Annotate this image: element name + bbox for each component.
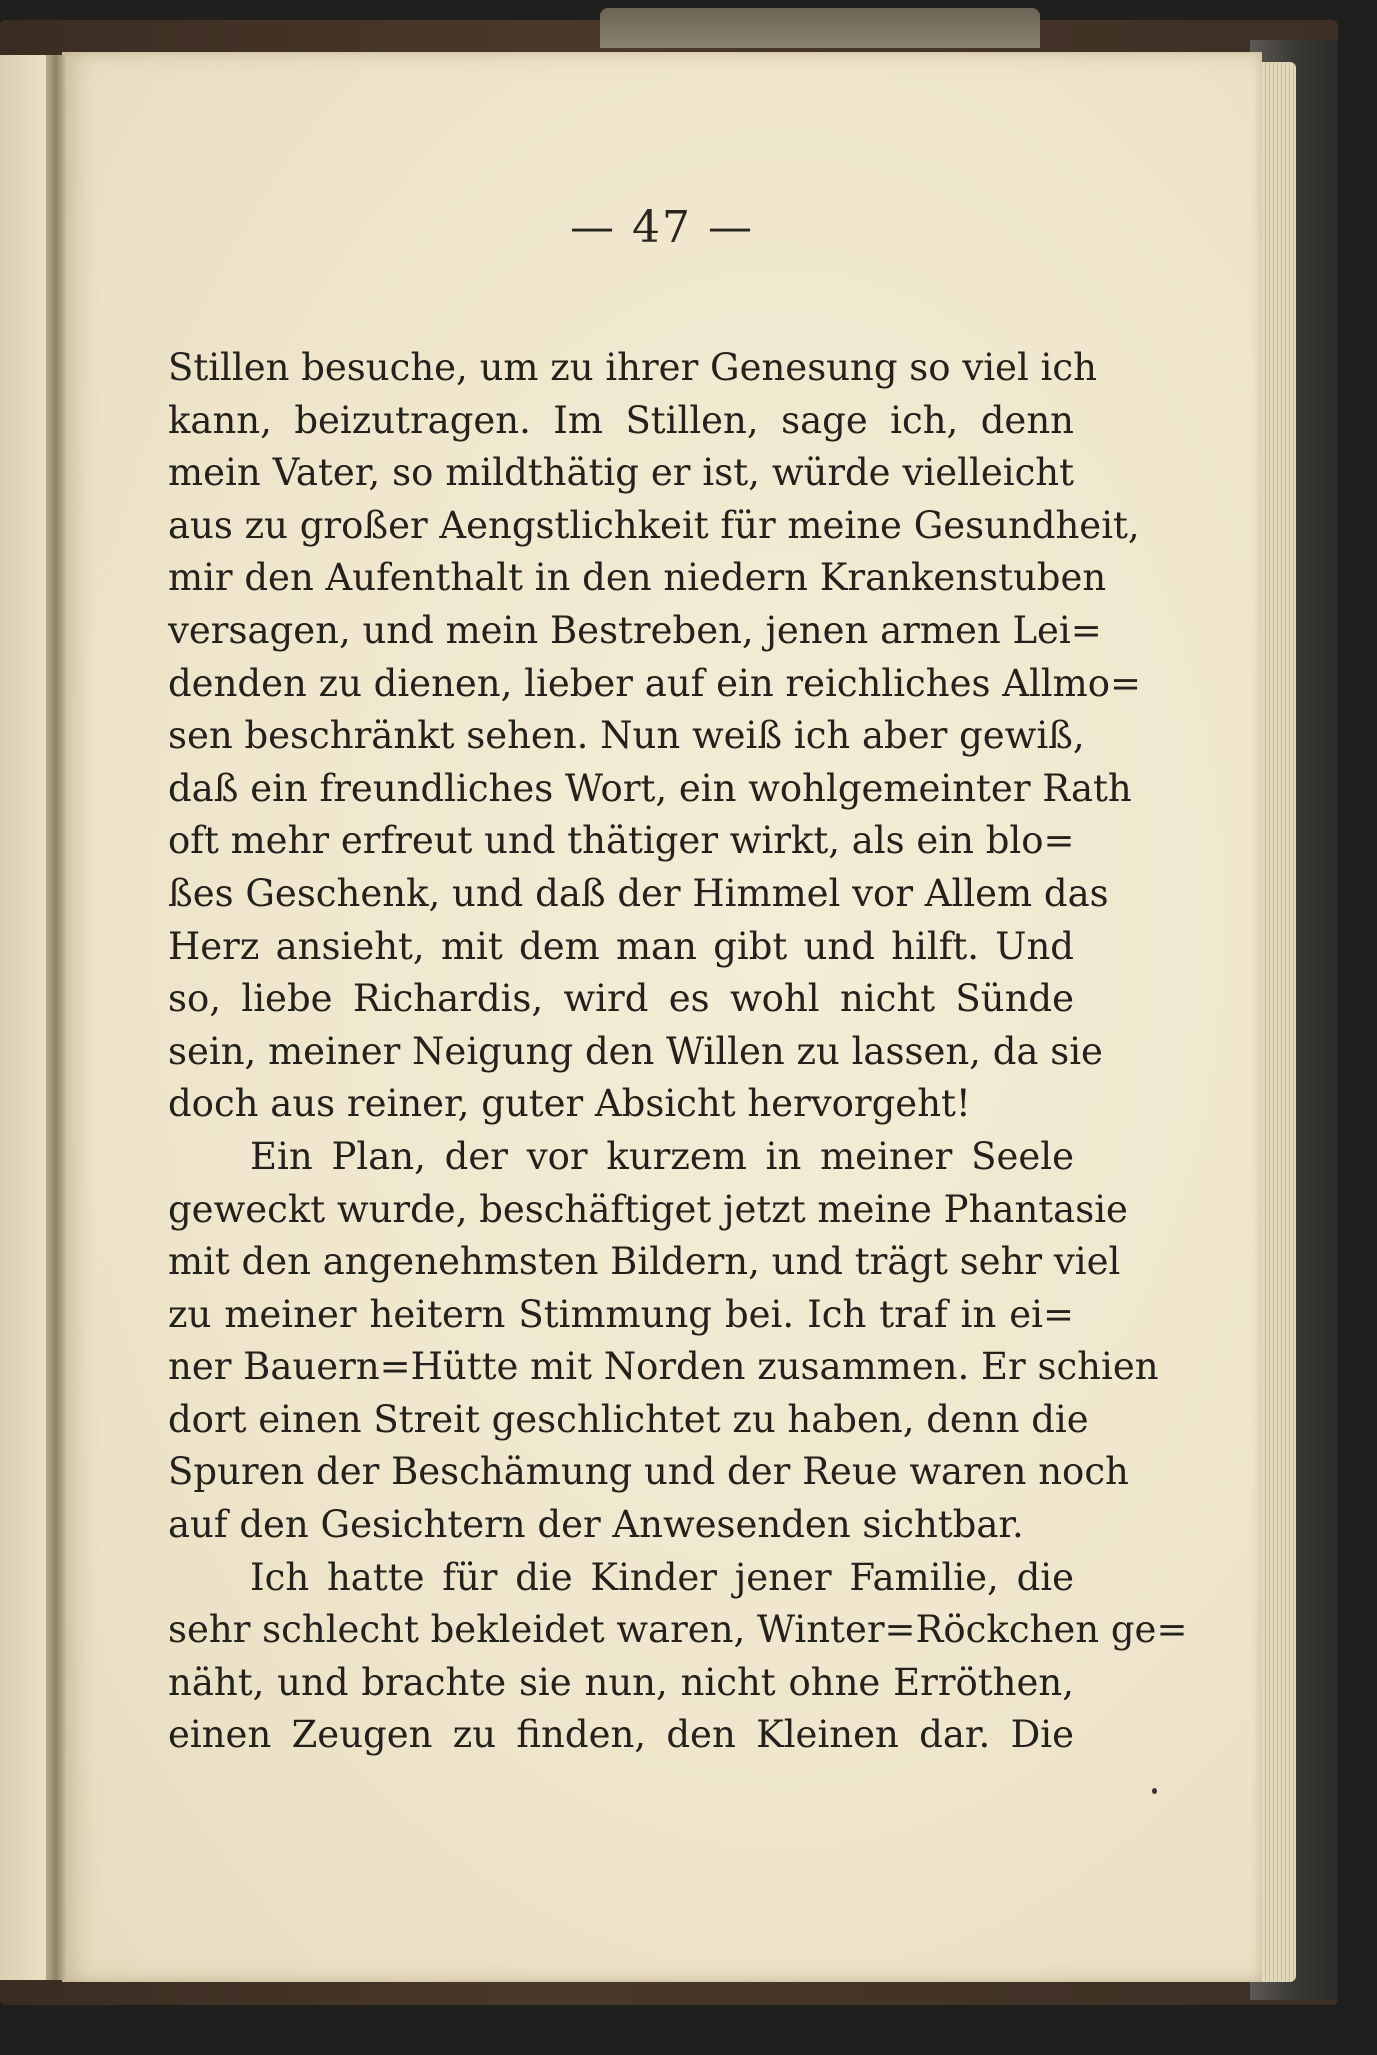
text-line: kann, beizutragen. Im Stillen, sage ich, denn: [168, 398, 1074, 442]
text-line: näht, und brachte sie nun, nicht ohne Erröthen,: [168, 1660, 1074, 1704]
text-line: sehr schlecht bekleidet waren, Winter=Röckchen ge=: [168, 1608, 1188, 1652]
text-line: Herz ansieht, mit dem man gibt und hilft. Und: [168, 924, 1074, 968]
text-line: Ich hatte für die Kinder jener Familie, die: [250, 1555, 1074, 1599]
text-line: oft mehr erfreut und thätiger wirkt, als ein blo=: [168, 819, 1075, 863]
book-page: [62, 52, 1262, 1982]
text-line: dort einen Streit geschlichtet zu haben, denn die: [168, 1397, 1089, 1441]
cover-top-edge: [600, 8, 1040, 48]
text-line: versagen, und mein Bestreben, jenen armen Lei=: [168, 608, 1102, 652]
text-line: mir den Aufenthalt in den niedern Krankenstuben: [168, 556, 1107, 600]
text-line: denden zu dienen, lieber auf ein reichliches Allmo=: [168, 661, 1142, 705]
text-line: sein, meiner Neigung den Willen zu lassen, da sie: [168, 1029, 1103, 1073]
text-line: daß ein freundliches Wort, ein wohlgemeinter Rath: [168, 766, 1132, 810]
page-gutter: [46, 55, 66, 1980]
text-line: mit den angenehmsten Bildern, und trägt sehr viel: [168, 1240, 1121, 1284]
text-line: Ein Plan, der vor kurzem in meiner Seele: [250, 1134, 1074, 1178]
text-line: geweckt wurde, beschäftiget jetzt meine Phantasie: [168, 1187, 1128, 1231]
text-line: so, liebe Richardis, wird es wohl nicht Sünde: [168, 977, 1074, 1021]
text-line: Stillen besuche, um zu ihrer Genesung so viel ich: [168, 346, 1097, 389]
page-text: [168, 342, 1188, 1762]
text-line: Spuren der Beschämung und der Reue waren noch: [168, 1450, 1129, 1494]
text-line: ßes Geschenk, und daß der Himmel vor Allem das: [168, 871, 1109, 915]
text-line: sen beschränkt sehen. Nun weiß ich aber gewiß,: [168, 714, 1085, 758]
text-line: auf den Gesichtern der Anwesenden sichtbar.: [168, 1503, 1024, 1547]
text-line: doch aus reiner, guter Absicht hervorgeht!: [168, 1082, 971, 1126]
text-line: einen Zeugen zu finden, den Kleinen dar. Die: [168, 1713, 1074, 1757]
text-line: mein Vater, so mildthätig er ist, würde vielleicht: [168, 451, 1074, 495]
page-stack-edge: [1258, 62, 1296, 1982]
text-line: aus zu großer Aengstlichkeit für meine Gesundheit,: [168, 503, 1140, 547]
ink-speck: [1152, 1788, 1157, 1794]
text-line: ner Bauern=Hütte mit Norden zusammen. Er schien: [168, 1345, 1159, 1389]
text-line: zu meiner heitern Stimmung bei. Ich traf in ei=: [168, 1292, 1074, 1336]
page-number: — 47 —: [570, 202, 754, 253]
